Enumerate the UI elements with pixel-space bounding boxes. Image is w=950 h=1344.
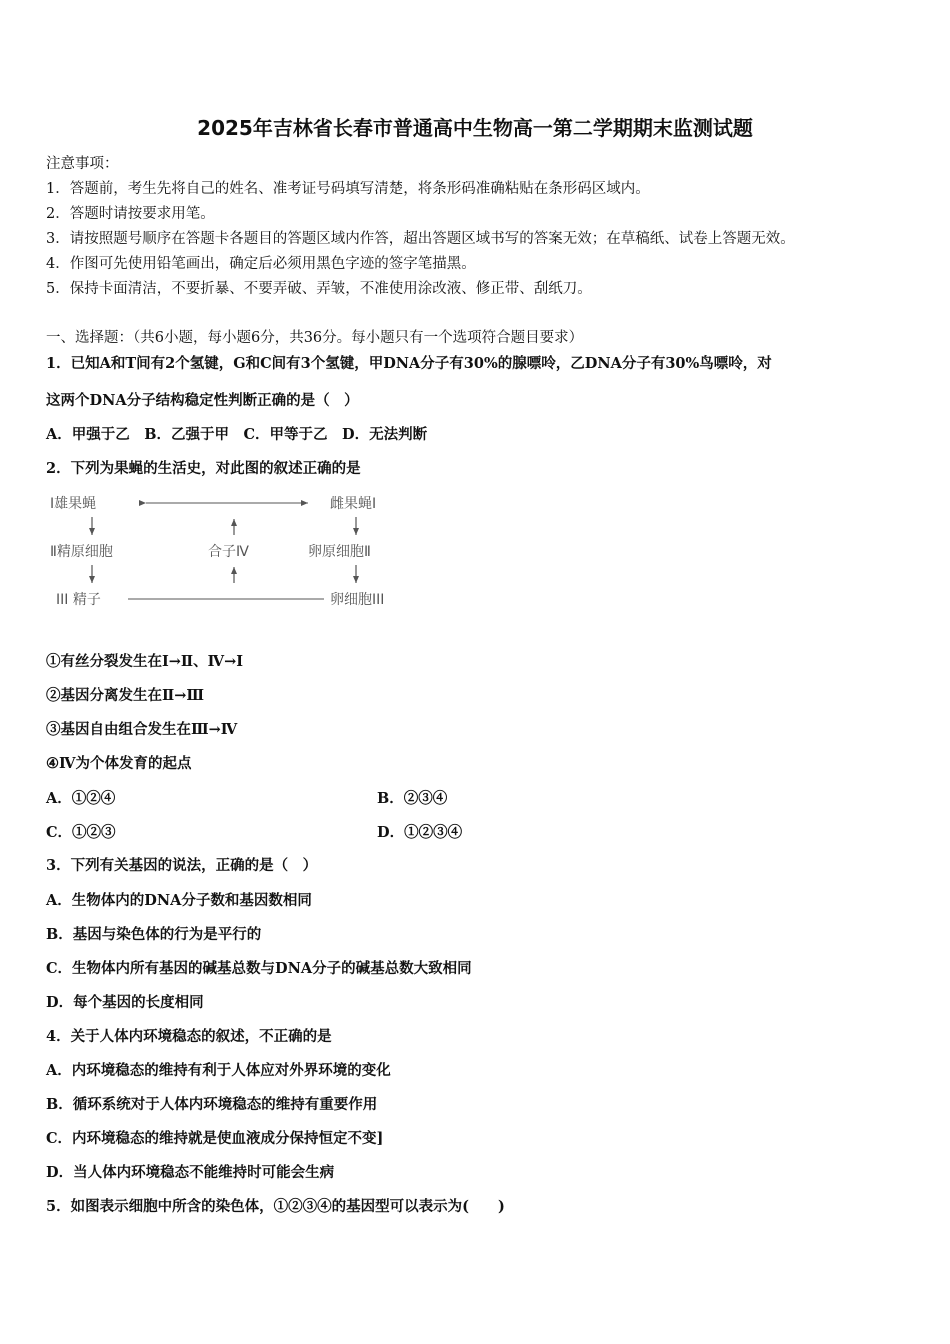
notice-item-5: 5．保持卡面清洁，不要折暴、不要弄破、弄皱，不准使用涂改液、修正带、刮纸刀。 <box>46 281 592 297</box>
q4-option-a: A．内环境稳态的维持有利于人体应对外界环境的变化 <box>46 1062 391 1079</box>
q4-option-b: B．循环系统对于人体内环境稳态的维持有重要作用 <box>46 1096 378 1113</box>
q1-stem-line2: 这两个DNA分子结构稳定性判断正确的是（ ） <box>46 392 359 409</box>
q3-option-a: A．生物体内的DNA分子数和基因数相同 <box>46 892 312 909</box>
diagram-female-fly-label: 雌果蝇Ⅰ <box>330 496 377 512</box>
q2-stem: 2．下列为果蝇的生活史，对此图的叙述正确的是 <box>46 460 361 477</box>
diagram-zygote-label: 合子Ⅳ <box>208 544 249 560</box>
diagram-oogonium-label: 卵原细胞Ⅱ <box>308 544 371 560</box>
q3-option-b: B．基因与染色体的行为是平行的 <box>46 926 262 943</box>
diagram-spermatogonium-label: Ⅱ精原细胞 <box>50 544 113 560</box>
diagram-sperm-label: III 精子 <box>56 592 101 608</box>
q2-option-a: A．①②④ <box>46 790 116 807</box>
q1-stem-line1: 1．已知A和T间有2个氢键，G和C间有3个氢键，甲DNA分子有30%的腺嘌呤，乙DNA分子有30%鸟嘌呤，对 <box>46 355 772 372</box>
q4-option-c: C．内环境稳态的维持就是使血液成分保持恒定不变] <box>46 1130 384 1147</box>
q2-option-d: D．①②③④ <box>377 824 463 841</box>
q3-option-d: D．每个基因的长度相同 <box>46 994 204 1011</box>
q4-stem: 4．关于人体内环境稳态的叙述，不正确的是 <box>46 1028 332 1045</box>
section-heading: 一、选择题：（共6小题，每小题6分，共36分。每小题只有一个选项符合题目要求） <box>46 330 584 346</box>
q5-stem: 5．如图表示细胞中所含的染色体，①②③④的基因型可以表示为( ) <box>46 1198 505 1215</box>
q1-options: A．甲强于乙 B．乙强于甲 C．甲等于乙 D．无法判断 <box>46 426 428 443</box>
q2-statement-1: ①有丝分裂发生在Ⅰ→Ⅱ、Ⅳ→Ⅰ <box>46 653 244 670</box>
q2-option-c: C．①②③ <box>46 824 116 841</box>
q4-option-d: D．当人体内环境稳态不能维持时可能会生病 <box>46 1164 335 1181</box>
notice-item-4: 4．作图可先使用铅笔画出，确定后必须用黑色字迹的签字笔描黑。 <box>46 256 476 272</box>
q2-statement-2: ②基因分离发生在Ⅱ→Ⅲ <box>46 687 205 704</box>
q2-statement-4: ④Ⅳ为个体发育的起点 <box>46 755 192 772</box>
notice-item-2: 2．答题时请按要求用笔。 <box>46 206 215 222</box>
diagram-egg-label: 卵细胞III <box>330 592 385 608</box>
q3-option-c: C．生物体内所有基因的碱基总数与DNA分子的碱基总数大致相同 <box>46 960 472 977</box>
exam-title: 2025年吉林省长春市普通高中生物高一第二学期期末监测试题 <box>197 116 753 140</box>
diagram-male-fly-label: Ⅰ雄果蝇 <box>50 496 97 512</box>
life-cycle-svg <box>46 488 406 616</box>
fruit-fly-life-cycle-diagram <box>46 488 406 616</box>
q2-statement-3: ③基因自由组合发生在Ⅲ→Ⅳ <box>46 721 238 738</box>
notice-heading: 注意事项： <box>46 156 119 172</box>
notice-item-1: 1．答题前，考生先将自己的姓名、准考证号码填写清楚，将条形码准确粘贴在条形码区域内。 <box>46 181 650 197</box>
notice-item-3: 3．请按照题号顺序在答题卡各题目的答题区域内作答，超出答题区域书写的答案无效；在草稿纸、试卷上答题无效。 <box>46 231 795 247</box>
q3-stem: 3．下列有关基因的说法，正确的是（ ） <box>46 857 318 874</box>
q2-option-b: B．②③④ <box>377 790 448 807</box>
